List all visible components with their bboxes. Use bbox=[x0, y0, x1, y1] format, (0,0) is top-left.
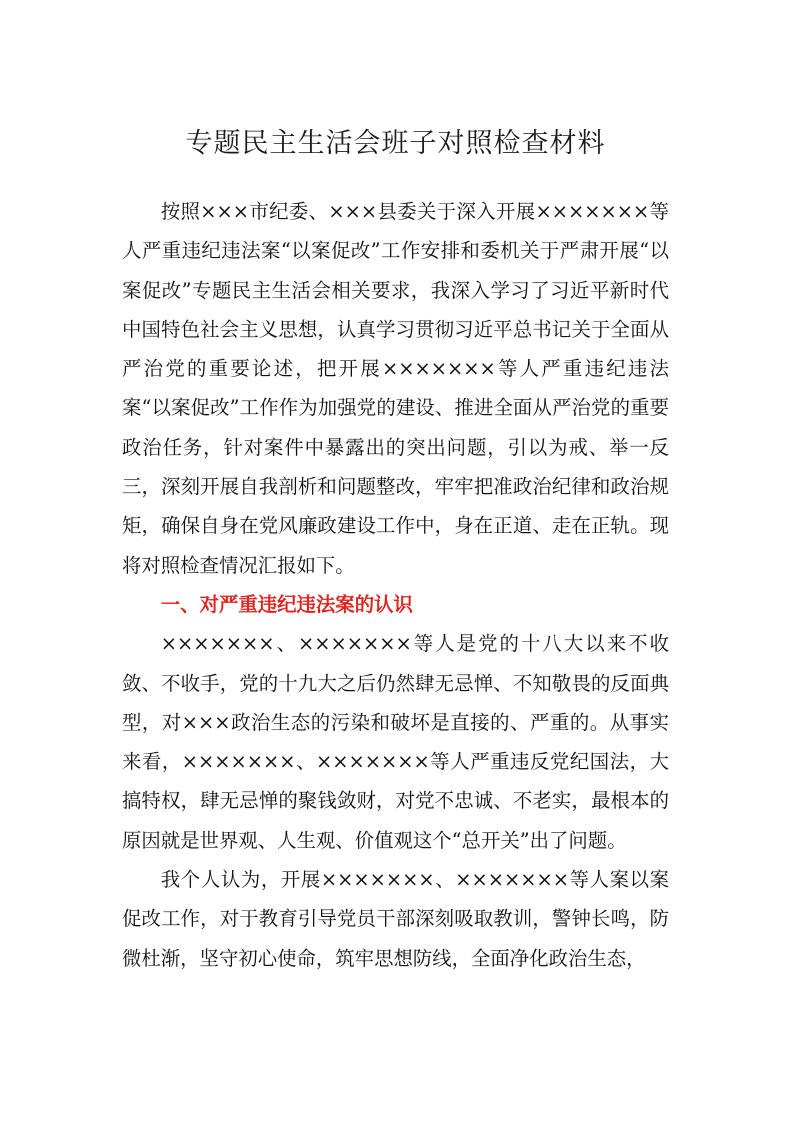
section-heading: 一、对严重违纪违法案的认识 bbox=[160, 592, 413, 616]
section-paragraph: ×××××××、×××××××等人是党的十八大以来不收敛、不收手，党的十九大之后仍然肆无忌惮、不知敬畏的反面典型，对×××政治生态的污染和破坏是直接的、严重的。从事实来看，×××××××、×××××××等人严重违反党纪国法，大搞特权，肆无忌惮的聚钱敛财，对党不忠诚、不老实，最根本的原因就是世界观、人生观、价值观这个“总开关”出了问题。 bbox=[122, 632, 669, 852]
document-title: 专题民主生活会班子对照检查材料 bbox=[185, 128, 606, 159]
section-paragraph: 我个人认为，开展×××××××、×××××××等人案以案促改工作，对于教育引导党员干部深刻吸取教训，警钟长鸣，防微杜渐，坚守初心使命，筑牢思想防线，全面净化政治生态， bbox=[122, 868, 669, 970]
intro-paragraph: 按照×××市纪委、×××县委关于深入开展×××××××等人严重违纪违法案“以案促改”工作安排和委机关于严肃开展“以案促改”专题民主生活会相关要求，我深入学习了习近平新时代中国特色社会主义思想，认真学习贯彻习近平总书记关于全面从严治党的重要论述，把开展×××××××等人严重违纪违法案“以案促改”工作作为加强党的建设、推进全面从严治党的重要政治任务，针对案件中暴露出的突出问题，引以为戒、举一反三，深刻开展自我剖析和问题整改，牢牢把准政治纪律和政治规矩，确保自身在党风廉政建设工作中，身在正道、走在正轨。现将对照检查情况汇报如下。 bbox=[122, 200, 669, 577]
